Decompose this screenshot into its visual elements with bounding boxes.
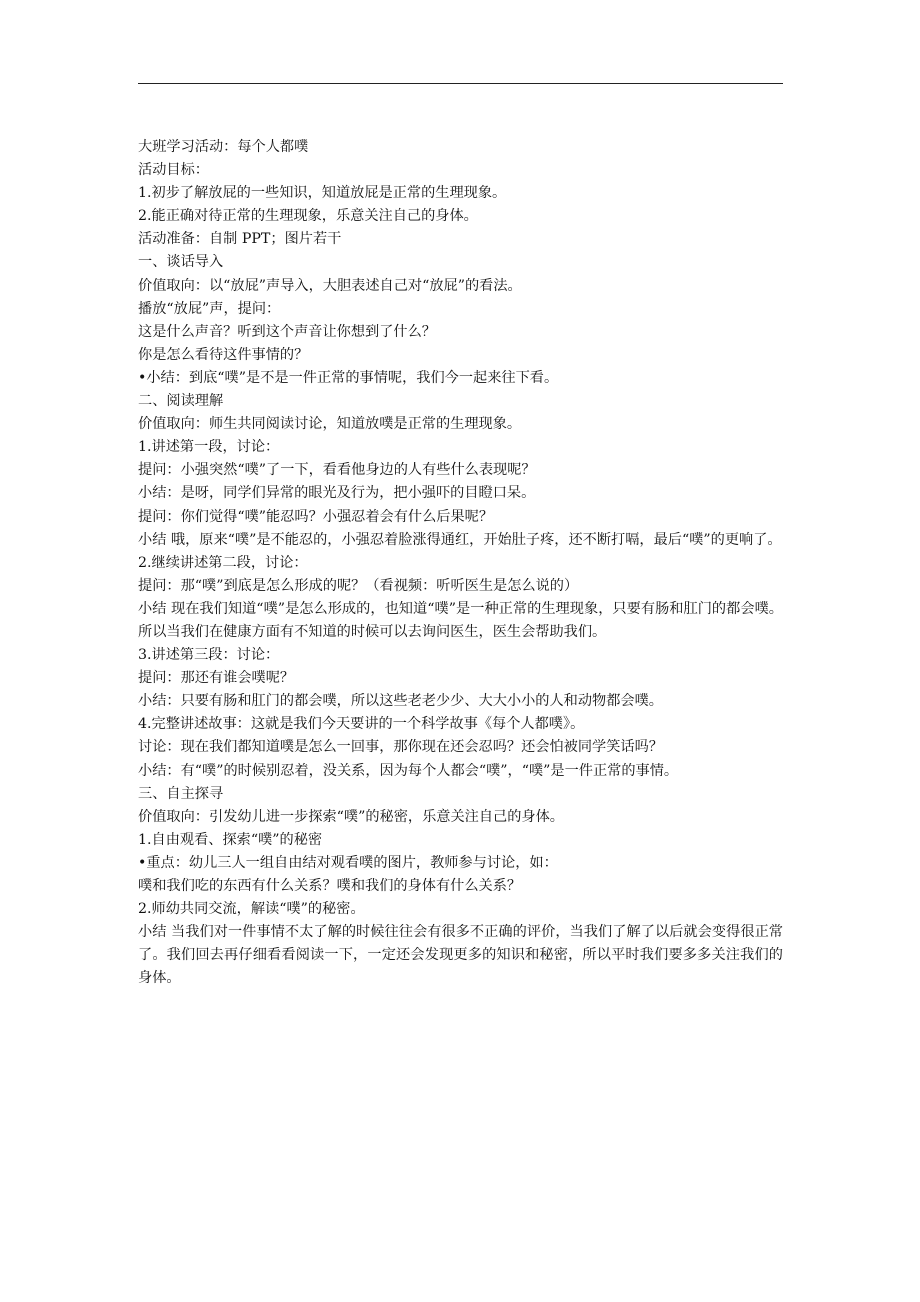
section-3-key-point: •重点：幼儿三人一组自由结对观看噗的图片，教师参与讨论，如： (138, 854, 558, 871)
section-2-step-3: 3.讲述第三段：讨论： (138, 647, 280, 664)
section-2-step-2-summary: 小结 现在我们知道“噗”是怎么形成的，也知道“噗”是一种正常的生理现象，只要有肠和肛门的都会噗。所以当我们在健康方面有不知道的时候可以去询问医生，医生会帮助我们。 (138, 600, 783, 640)
section-1-question-2: 你是怎么看待这件事情的？ (138, 346, 309, 363)
section-2-value: 价值取向：师生共同阅读讨论，知道放噗是正常的生理现象。 (138, 416, 522, 433)
header-rule (138, 83, 783, 84)
section-2-step-2: 2.继续讲述第二段，讨论： (138, 554, 308, 571)
section-1-question-1: 这是什么声音？听到这个声音让你想到了什么？ (138, 323, 436, 340)
section-2-step-3-question: 提问：那还有谁会噗呢？ (138, 670, 295, 687)
section-2-step-1: 1.讲述第一段，讨论： (138, 439, 280, 456)
section-1-heading: 一、谈话导入 (138, 254, 224, 271)
section-1-summary: •小结：到底“噗”是不是一件正常的事情呢，我们今一起来往下看。 (138, 369, 559, 386)
section-3-final-summary: 小结 当我们对一件事情不太了解的时候往往会有很多不正确的评价，当我们了解了以后就会变得很正常了。我们回去再仔细看看阅读一下，一定还会发现更多的知识和秘密，所以平时我们要多多关注我们的身体。 (138, 924, 783, 987)
goal-2: 2.能正确对待正常的生理现象，乐意关注自己的身体。 (138, 208, 478, 225)
section-3-heading: 三、自主探寻 (138, 785, 224, 802)
section-3-value: 价值取向：引发幼儿进一步探索“噗”的秘密，乐意关注自己的身体。 (138, 808, 564, 825)
document-title: 大班学习活动：每个人都噗 (138, 139, 309, 155)
section-3-key-question: 噗和我们吃的东西有什么关系？噗和我们的身体有什么关系？ (138, 878, 522, 894)
section-3-step-2: 2.师幼共同交流，解读“噗”的秘密。 (138, 901, 365, 918)
section-2-step-2-question: 提问：那“噗”到底是怎么形成的呢？（看视频：听听医生是怎么说的） (138, 577, 579, 594)
section-1-value: 价值取向：以“放屁”声导入，大胆表述自己对“放屁”的看法。 (138, 277, 522, 294)
goals-heading: 活动目标： (138, 162, 209, 179)
preparation: 活动准备：自制 PPT；图片若干 (138, 231, 342, 248)
section-2-step-1-summary-1: 小结：是呀，同学们异常的眼光及行为，把小强吓的目瞪口呆。 (138, 485, 536, 502)
section-2-heading: 二、阅读理解 (138, 393, 224, 410)
section-2-step-1-question-2: 提问：你们觉得“噗”能忍吗？小强忍着会有什么后果呢？ (138, 508, 494, 525)
document-body (138, 136, 783, 990)
section-2-step-1-summary-2: 小结 哦，原来“噗”是不能忍的，小强忍着脸涨得通红，开始肚子疼，还不断打嗝，最后“噗”的更响了。 (138, 531, 782, 548)
section-2-step-4-discussion: 讨论：现在我们都知道噗是怎么一回事，那你现在还会忍吗？还会怕被同学笑话吗？ (138, 739, 663, 756)
section-2-step-4: 4.完整讲述故事：这就是我们今天要讲的一个科学故事《每个人都噗》。 (138, 716, 585, 733)
section-2-step-3-summary: 小结：只要有肠和肛门的都会噗，所以这些老老少少、大大小小的人和动物都会噗。 (138, 693, 663, 710)
section-3-step-1: 1.自由观看、探索“噗”的秘密 (138, 831, 323, 848)
section-2-step-4-summary: 小结：有“噗”的时候别忍着，没关系，因为每个人都会“噗”，“噗”是一件正常的事情。 (138, 762, 679, 779)
section-2-step-1-question-1: 提问：小强突然“噗”了一下，看看他身边的人有些什么表现呢？ (138, 462, 536, 479)
goal-1: 1.初步了解放屁的一些知识，知道放屁是正常的生理现象。 (138, 185, 507, 202)
section-1-play: 播放“放屁”声，提问： (138, 300, 281, 317)
